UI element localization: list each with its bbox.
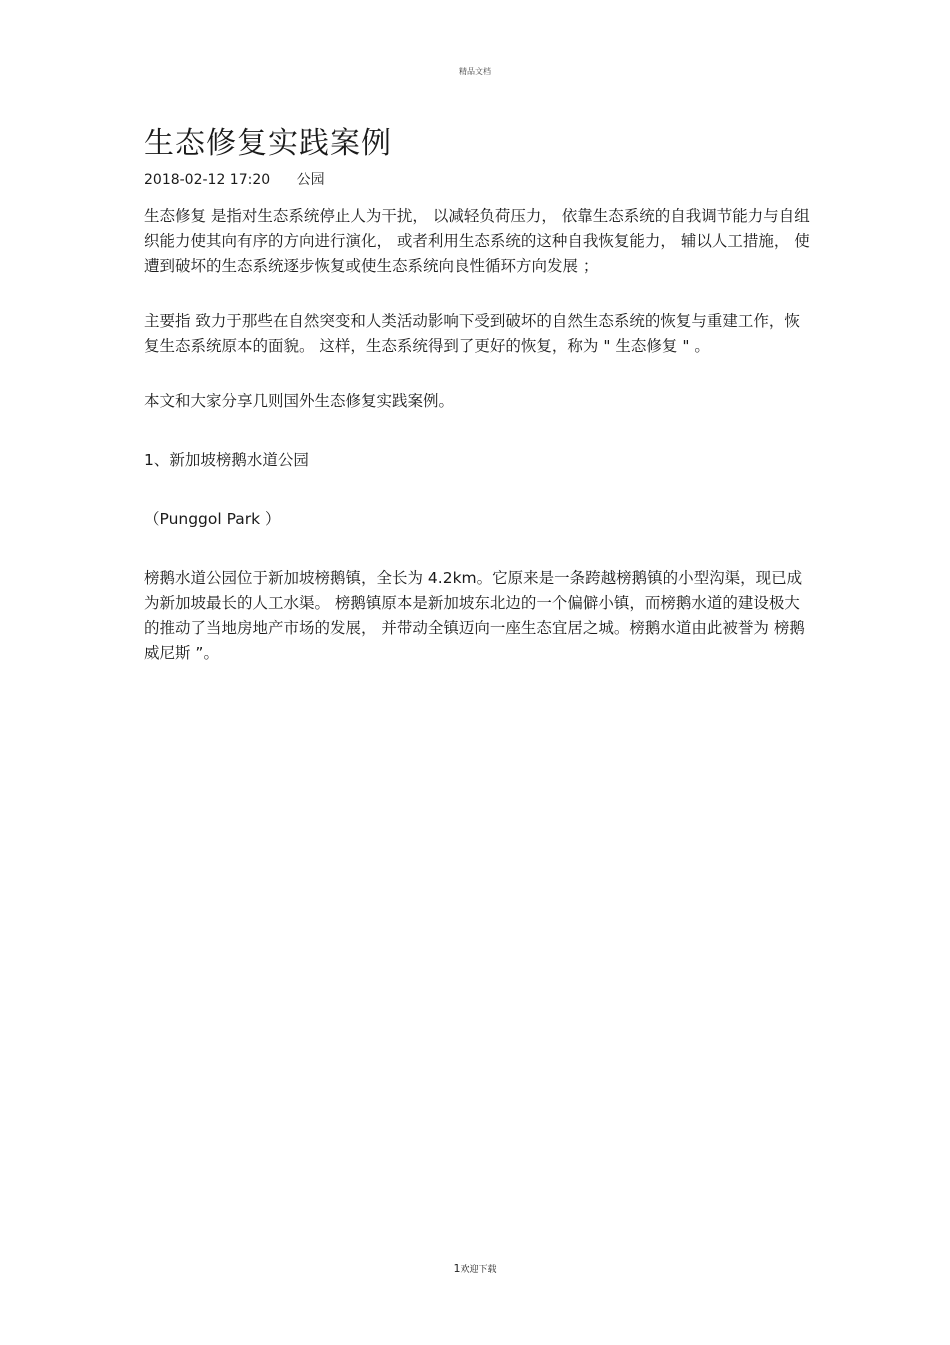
paragraph-definition: 生态修复 是指对生态系统停止人为干扰， 以减轻负荷压力， 依靠生态系统的自我调节能力与自组织能力使其向有序的方向进行演化， 或者利用生态系统的这种自我恢复能力， 辅以人工措施， 使遭到破坏的生态系统逐步恢复或使生态系统向良性循环方向发展 ；: [144, 207, 810, 275]
page-number: 1: [453, 1262, 461, 1275]
publish-date: 2018-02-12 17:20: [144, 172, 271, 188]
header-watermark: 精品文档: [459, 67, 491, 76]
paragraph-scope: 主要指 致力于那些在自然突变和人类活动影响下受到破坏的自然生态系统的恢复与重建工作，恢复生态系统原本的面貌。 这样，生态系统得到了更好的恢复，称为 " 生态修复 " 。: [144, 312, 800, 355]
page-title: 生态修复实践案例: [144, 126, 392, 161]
paragraph-intro: 本文和大家分享几则国外生态修复实践案例。: [144, 392, 455, 410]
section-subheading-1: （Punggol Park ）: [144, 510, 281, 528]
section-heading-1: 1、新加坡榜鹅水道公园: [144, 451, 309, 469]
article-meta: [144, 170, 814, 190]
category-tag: 公园: [296, 172, 325, 188]
page-footer: [0, 1262, 950, 1275]
footer-note: 欢迎下载: [460, 1265, 497, 1275]
article-body: [144, 122, 814, 666]
paragraph-punggol: 榜鹅水道公园位于新加坡榜鹅镇，全长为 4.2km。它原来是一条跨越榜鹅镇的小型沟渠，现已成为新加坡最长的人工水渠。 榜鹅镇原本是新加坡东北边的一个偏僻小镇，而榜鹅水道的建设极大的推动了当地房地产市场的发展， 并带动全镇迈向一座生态宜居之城。榜鹅水道由此被誉为 榜鹅威尼斯 ”。: [144, 569, 805, 662]
